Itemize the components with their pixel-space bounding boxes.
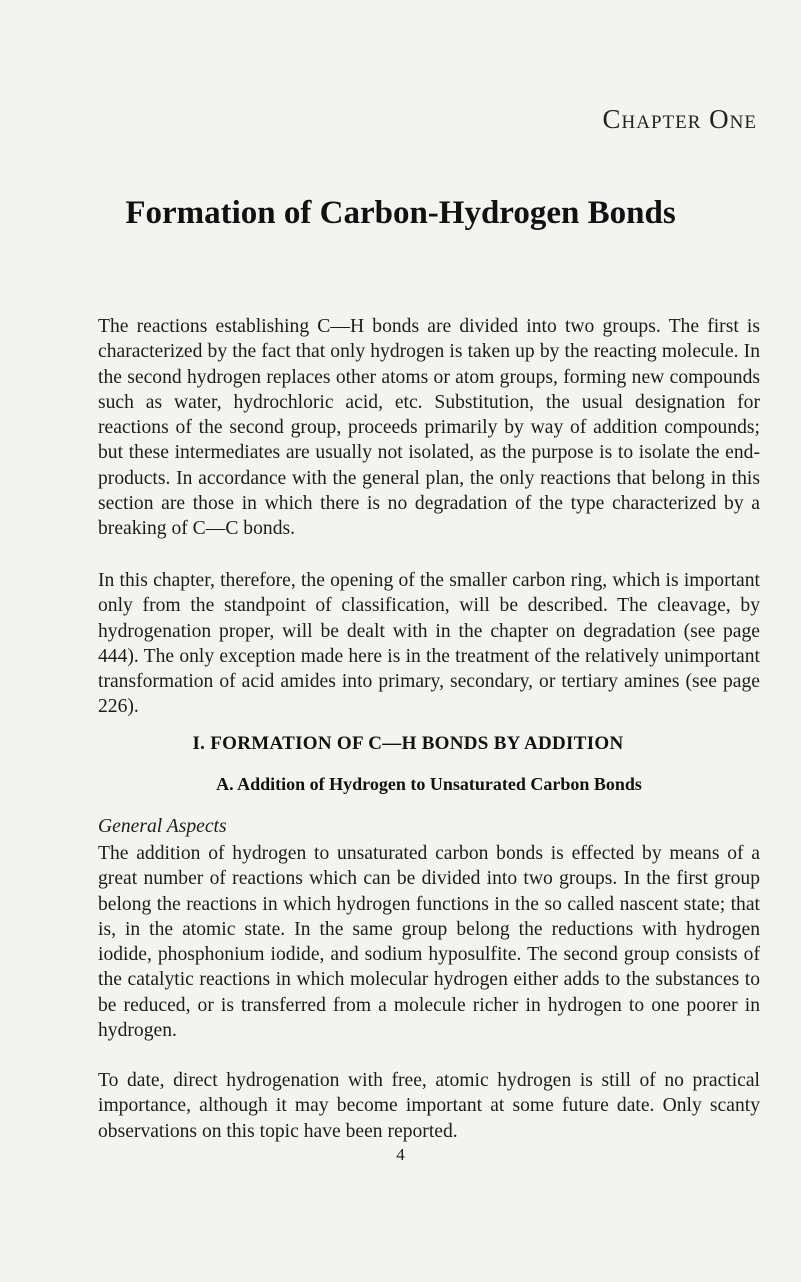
chapter-label: Chapter One: [602, 104, 757, 134]
general-aspects-paragraph-1: [98, 841, 760, 1043]
section-subheading: A. Addition of Hydrogen to Unsaturated Carbon Bonds: [216, 774, 642, 794]
intro-paragraph-2: [98, 568, 760, 720]
general-aspects-heading: General Aspects: [98, 816, 227, 837]
intro-paragraph-1: [98, 314, 760, 542]
intro-paragraph-2-text: In this chapter, therefore, the opening of the smaller carbon ring, which is important only from the standpoint of classification, will be described. The cleavage, by hydrogenation proper, will be dealt with in the chapter on degradation (see page 444). The only exception made here is in the treatment of the relatively unimportant transformation of acid amides into primary, secondary, or tertiary amines (see page 226).: [98, 570, 760, 718]
general-aspects-paragraph-2: [98, 1068, 760, 1144]
page-number: 4: [396, 1145, 405, 1164]
general-aspects-paragraph-2-text: To date, direct hydrogenation with free, atomic hydrogen is still of no practical importance, although it may become important at some future date. Only scanty observations on this topic have been reported.: [98, 1070, 760, 1142]
general-aspects-paragraph-1-text: The addition of hydrogen to unsaturated carbon bonds is effected by means of a great number of reactions which can be divided into two groups. In the first group belong the reactions in which hydrogen functions in the so called nascent state; that is, in the atomic state. In the same group belong the reductions with hydrogen iodide, phosphonium iodide, and sodium hyposulfite. The second group consists of the catalytic reactions in which molecular hydrogen either adds to the substances to be reduced, or is transferred from a molecule richer in hydrogen to one poorer in hydrogen.: [98, 843, 760, 1042]
intro-paragraph-1-text: The reactions establishing C—H bonds are divided into two groups. The first is characterized by the fact that only hydrogen is taken up by the reacting molecule. In the second hydrogen replaces other atoms or atom groups, forming new compounds such as water, hydrochloric acid, etc. Substitution, the usual designation for reactions of the second group, proceeds primarily by way of addition compounds; but these intermediates are usually not isolated, as the purpose is to isolate the end-products. In accordance with the general plan, the only reactions that belong in this section are those in which there is no degradation of the type characterized by a breaking of C—C bonds.: [98, 316, 760, 540]
section-heading: I. FORMATION OF C—H BONDS BY ADDITION: [192, 733, 624, 754]
chapter-title: Formation of Carbon-Hydrogen Bonds: [125, 195, 676, 231]
